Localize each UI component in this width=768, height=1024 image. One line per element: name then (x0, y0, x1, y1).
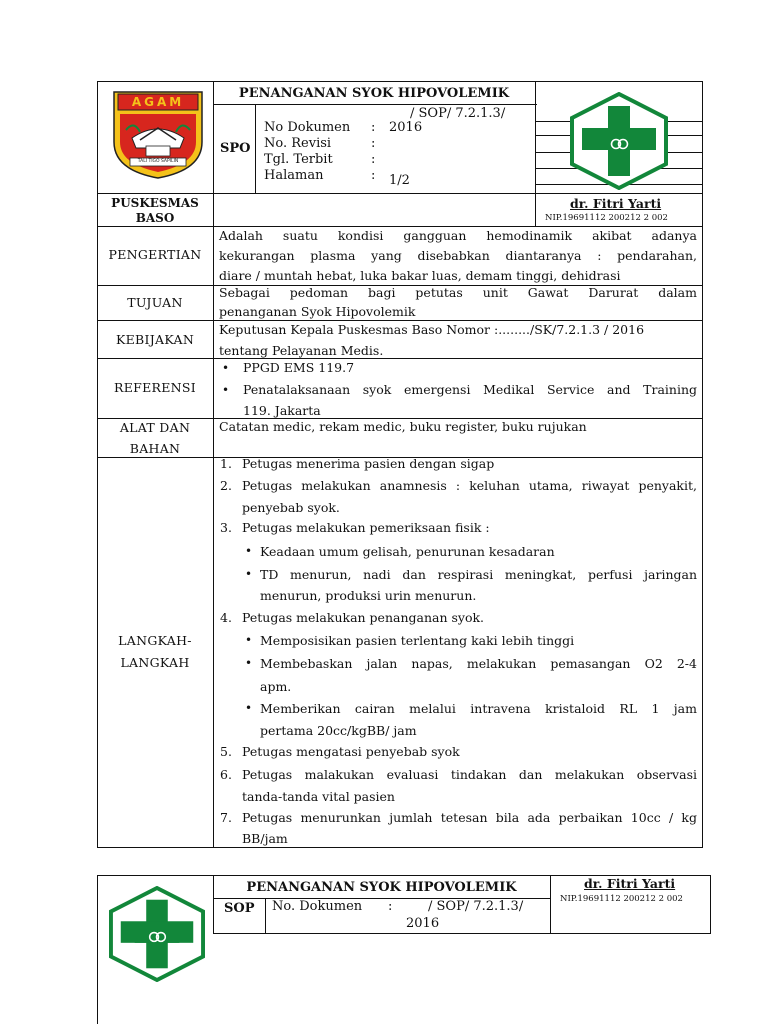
puskesmas-logo-footer (107, 886, 207, 982)
step-subitem: Memposisikan pasien terlentang kaki lebih tinggi (260, 633, 575, 648)
step-subitem: Keadaan umum gelisah, penurunan kesadaran (260, 544, 555, 559)
spo-label: SPO (220, 141, 251, 156)
step-subitem: apm. (260, 679, 292, 694)
row-label-tujuan: TUJUAN (127, 295, 183, 310)
step-subitem: pertama 20cc/kgBB/ jam (260, 723, 417, 738)
step-text: Petugas melakukan penanganan syok. (242, 610, 485, 625)
footer-signer-nip: NIP.19691112 200212 2 002 (560, 894, 683, 904)
row-label-bahan: BAHAN (129, 441, 181, 456)
step-text: penyebab syok. (242, 500, 340, 515)
org-location: BASO (135, 211, 175, 225)
bullet: • (245, 544, 253, 558)
alat-text: Catatan medic, rekam medic, buku register, buku rujukan (219, 419, 587, 434)
row-label-langkah-2: LANGKAH (120, 655, 190, 670)
doc-label-date: Tgl. Terbit (264, 152, 333, 167)
kebijakan-line: Keputusan Kepala Puskesmas Baso Nomor :......../SK/7.2.1.3 / 2016 (219, 322, 645, 337)
row-label-pengertian: PENGERTIAN (108, 247, 202, 262)
doc-sep: : (371, 168, 376, 183)
footer-doc-number: / SOP/ 7.2.1.3/ (428, 899, 524, 914)
footer-spo-label: SOP (224, 901, 255, 916)
footer-doc-sep: : (388, 899, 393, 914)
referensi-item: 119. Jakarta (243, 403, 321, 418)
step-subitem: menurun, produksi urin menurun. (260, 588, 477, 603)
agam-logo-text: AGAM (131, 95, 185, 109)
page-value: 1/2 (389, 173, 410, 188)
row-label-alat: ALAT DAN (119, 420, 191, 435)
bullet: • (245, 701, 253, 715)
pengertian-line: kekurangan plasma yang disebabkan diantaranya : pendarahan, (219, 248, 697, 263)
step-subitem: Membebaskan jalan napas, melakukan pemasangan O2 2-4 (260, 656, 697, 671)
step-number: 7. (220, 810, 232, 825)
bullet: • (245, 567, 253, 581)
step-text: Petugas menurunkan jumlah tetesan bila ada perbaikan 10cc / kg (242, 810, 697, 825)
bullet: • (245, 633, 253, 647)
step-subitem: TD menurun, nadi dan respirasi meningkat, perfusi jaringan (260, 567, 697, 582)
footer-title: PENANGANAN SYOK HIPOVOLEMIK (246, 880, 517, 895)
agam-logo-motto: TALI TIGO SAPILIN (137, 159, 179, 164)
row-label-langkah: LANGKAH- (118, 633, 192, 648)
bullet: • (222, 383, 230, 397)
step-number: 2. (220, 478, 232, 493)
page-title: PENANGANAN SYOK HIPOVOLEMIK (238, 86, 510, 101)
kebijakan-line: tentang Pelayanan Medis. (219, 343, 384, 358)
step-number: 4. (220, 610, 232, 625)
row-label-referensi: REFERENSI (113, 380, 196, 395)
bullet: • (222, 361, 230, 375)
doc-label-page: Halaman (264, 168, 324, 183)
agam-logo (110, 90, 206, 180)
step-number: 3. (220, 520, 232, 535)
step-number: 6. (220, 767, 232, 782)
doc-sep: : (371, 152, 376, 167)
step-text: Petugas menerima pasien dengan sigap (242, 456, 495, 471)
row-label-kebijakan: KEBIJAKAN (115, 332, 195, 347)
doc-sep: : (371, 120, 376, 135)
step-text: tanda-tanda vital pasien (242, 789, 395, 804)
step-text: BB/jam (242, 831, 288, 846)
doc-label-revision: No. Revisi (264, 136, 332, 151)
doc-year: 2016 (389, 120, 423, 135)
pengertian-line: Adalah suatu kondisi gangguan hemodinamik akibat adanya (219, 228, 697, 243)
step-text: Petugas melakukan anamnesis : keluhan utama, riwayat penyakit, (242, 478, 697, 493)
doc-sep: : (371, 136, 376, 151)
step-number: 1. (220, 456, 232, 471)
step-number: 5. (220, 744, 232, 759)
step-text: Petugas melakukan pemeriksaan fisik : (242, 520, 490, 535)
step-subitem: Memberikan cairan melalui intravena kristaloid RL 1 jam (260, 701, 697, 716)
tujuan-line: Sebagai pedoman bagi petutas unit Gawat Darurat dalam (219, 285, 697, 300)
footer-doc-year: 2016 (406, 916, 440, 931)
puskesmas-logo (568, 92, 670, 190)
tujuan-line: penanganan Syok Hipovolemik (219, 304, 416, 319)
pengertian-line: diare / muntah hebat, luka bakar luas, demam tinggi, dehidrasi (219, 268, 621, 283)
org-name: PUSKESMAS (111, 196, 199, 210)
referensi-item: Penatalaksanaan syok emergensi Medikal Service and Training (243, 382, 697, 397)
bullet: • (245, 656, 253, 670)
signer-name: dr. Fitri Yarti (570, 196, 662, 211)
doc-number: / SOP/ 7.2.1.3/ (410, 106, 506, 121)
step-text: Petugas malakukan evaluasi tindakan dan melakukan observasi (242, 767, 697, 782)
footer-signer-name: dr. Fitri Yarti (584, 876, 676, 891)
referensi-item: PPGD EMS 119.7 (243, 360, 355, 375)
doc-label-number: No Dokumen (264, 120, 351, 135)
footer-doc-label: No. Dokumen (272, 899, 363, 914)
step-text: Petugas mengatasi penyebab syok (242, 744, 460, 759)
signer-nip: NIP.19691112 200212 2 002 (545, 213, 668, 223)
